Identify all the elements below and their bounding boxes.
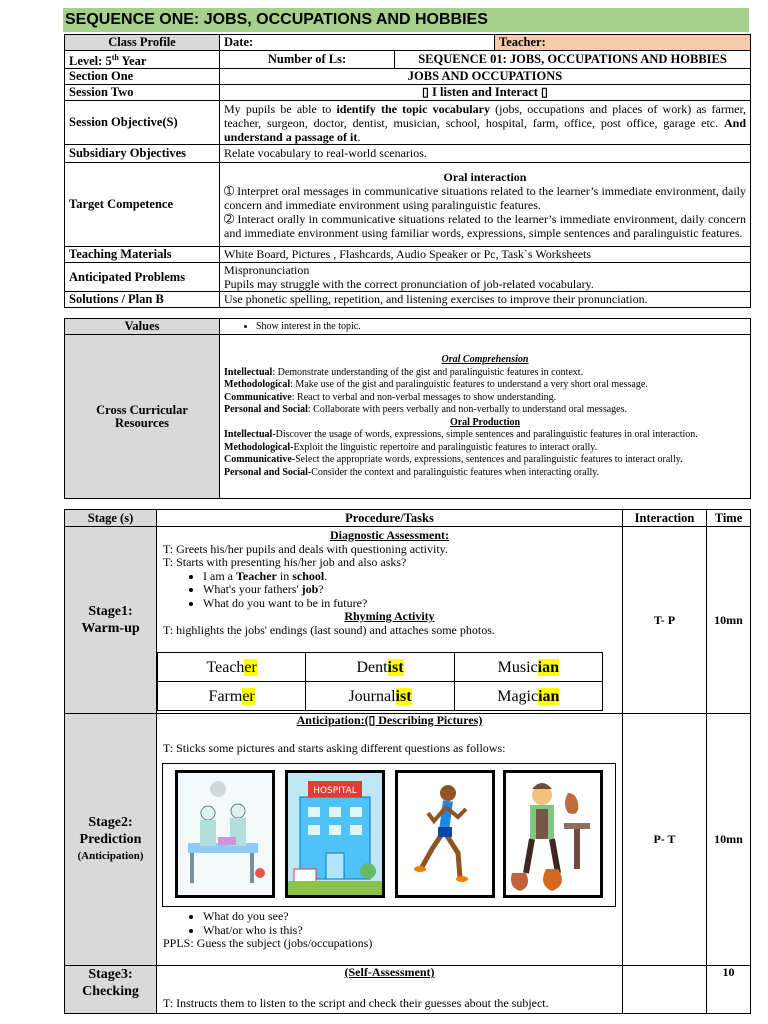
section-label: Section One xyxy=(65,69,220,85)
stage3-time: 10 xyxy=(707,966,751,1014)
values-label: Values xyxy=(65,319,220,335)
stage3-interaction xyxy=(623,966,707,1014)
word-magician: Magician xyxy=(454,682,602,711)
pictures-strip xyxy=(162,763,616,907)
oral-comprehension-title: Oral Comprehension xyxy=(441,354,529,365)
objective-text: My pupils be able to identify the topic vocabulary (jobs, occupations and places of work) as farmer, teacher, surgeon, doctor, dentist, musician, school, hospital, farm, office, post office, garage etc. And understand a passage of it. xyxy=(220,101,751,145)
solutions-label: Solutions / Plan B xyxy=(65,292,220,308)
stage3-tasks: (Self-Assessment) T: Instructs them to listen to the script and check their guesses about the subject. xyxy=(157,966,623,1014)
header-stage: Stage (s) xyxy=(65,510,157,527)
session-label: Session Two xyxy=(65,85,220,101)
header-tasks: Procedure/Tasks xyxy=(157,510,623,527)
competence-item-2: ➁ Interact orally in communicative situations related to the learner’s immediate environment, daily concern and immediate environment using familiar words, expressions, simple sentences and paralinguistic features. xyxy=(224,211,746,240)
word-journalist: Journalist xyxy=(306,682,454,711)
subsidiary-label: Subsidiary Objectives xyxy=(65,145,220,163)
objective-label: Session Objective(S) xyxy=(65,101,220,145)
date-field: Date: xyxy=(220,35,495,51)
problems-text: Mispronunciation Pupils may struggle with the correct pronunciation of job-related vocabulary. xyxy=(220,263,751,292)
word-musician: Musician xyxy=(454,653,602,682)
stage2-interaction: P- T xyxy=(623,714,707,966)
sequence-title: SEQUENCE 01: JOBS, OCCUPATIONS AND HOBBIES xyxy=(395,51,751,69)
runner-picture xyxy=(395,770,495,898)
competence-title: Oral interaction xyxy=(443,169,527,184)
procedure-table xyxy=(64,509,751,1014)
level-label: Level: 5th Year xyxy=(65,51,220,69)
diagnostic-title: Diagnostic Assessment: xyxy=(330,528,449,542)
number-of-learners: Number of Ls: xyxy=(220,51,395,69)
word-dentist: Dentist xyxy=(306,653,454,682)
ccr-text: Oral Comprehension Intellectual: Demonstrate understanding of the gist and paralinguistic features in context. Methodological: Make use of the gist and paralinguistic features to understand a very short oral message. Communicative: React to verbal and non-verbal messages to show understanding. Personal and Social: Collaborate with peers verbally and non-verbally to understand oral messages. Oral Production Intellectual-Discover the usage of words, expressions, simple sentences and paralinguistic features in oral interaction. Methodological-Exploit the linguistic repertoire and paralinguistic features to interact orally. Communicative-Select the appropriate words, expressions, sentences and paralinguistic features to interact orally. Personal and Social-Consider the context and paralinguistic features when interacting orally. xyxy=(220,335,751,499)
word-farmer: Farmer xyxy=(158,682,306,711)
hospital-picture xyxy=(285,770,385,898)
stage2-tasks: Anticipation:(▯ Describing Pictures) T: Sticks some pictures and starts asking different questions as follows: HOSPITAL • What do you see? • What/or who is this? PPLS: Guess the subject (jobs/occupations) xyxy=(157,714,623,966)
word-teacher: Teacher xyxy=(158,653,306,682)
ccr-label: Cross Curricular Resources xyxy=(65,335,220,499)
competence-text xyxy=(220,163,751,247)
materials-label: Teaching Materials xyxy=(65,247,220,263)
rhyming-words-table xyxy=(157,652,603,711)
stage2-time: 10mn xyxy=(707,714,751,966)
stage2-label: Stage2: Prediction (Anticipation) xyxy=(65,714,157,966)
sequence-banner: SEQUENCE ONE: JOBS, OCCUPATIONS AND HOBBIES xyxy=(63,8,749,32)
stage1-time: 10mn xyxy=(707,527,751,714)
stage1-interaction: T- P xyxy=(623,527,707,714)
subsidiary-text: Relate vocabulary to real-world scenarios. xyxy=(220,145,751,163)
hospital-sign: HOSPITAL xyxy=(313,786,357,796)
surgeons-picture xyxy=(175,770,275,898)
oral-production-title: Oral Production xyxy=(449,416,521,428)
solutions-text: Use phonetic spelling, repetition, and listening exercises to improve their pronunciation. xyxy=(220,292,751,308)
anticipation-title: Anticipation:(▯ Describing Pictures) xyxy=(296,713,483,727)
materials-text: White Board, Pictures , Flashcards, Audio Speaker or Pc, Task`s Worksheets xyxy=(220,247,751,263)
class-profile-table xyxy=(64,34,751,308)
potter-picture xyxy=(503,770,603,898)
values-text: • Show interest in the topic. xyxy=(220,319,751,335)
stage3-label: Stage3: Checking xyxy=(65,966,157,1014)
session-value: ▯ I listen and Interact ▯ xyxy=(220,85,751,101)
class-profile-label: Class Profile xyxy=(65,35,220,51)
competence-label: Target Competence xyxy=(65,163,220,247)
section-value: JOBS AND OCCUPATIONS xyxy=(220,69,751,85)
header-interaction: Interaction xyxy=(623,510,707,527)
stage1-label: Stage1: Warm-up xyxy=(65,527,157,714)
values-table xyxy=(64,318,751,499)
stage1-tasks: Diagnostic Assessment: T: Greets his/her pupils and deals with questioning activity. T: Starts with presenting his/her job and also asks? • I am a Teacher in school. • What's your fathers' job? • What do you want to be in future? Rhyming Activity T: highlights the jobs' endings (last sound) and attaches some photos. Teacher Dentist Musician Farmer Journalist Magician xyxy=(157,527,623,714)
self-assessment-title: (Self-Assessment) xyxy=(344,965,435,979)
teacher-field: Teacher: xyxy=(495,35,751,51)
problems-label: Anticipated Problems xyxy=(65,263,220,292)
rhyming-title: Rhyming Activity xyxy=(344,609,435,623)
competence-item-1: ➀ Interpret oral messages in communicative situations related to the learner’s immediate environment, daily concern and immediate environment using paralinguistic features. xyxy=(224,183,746,212)
header-time: Time xyxy=(707,510,751,527)
